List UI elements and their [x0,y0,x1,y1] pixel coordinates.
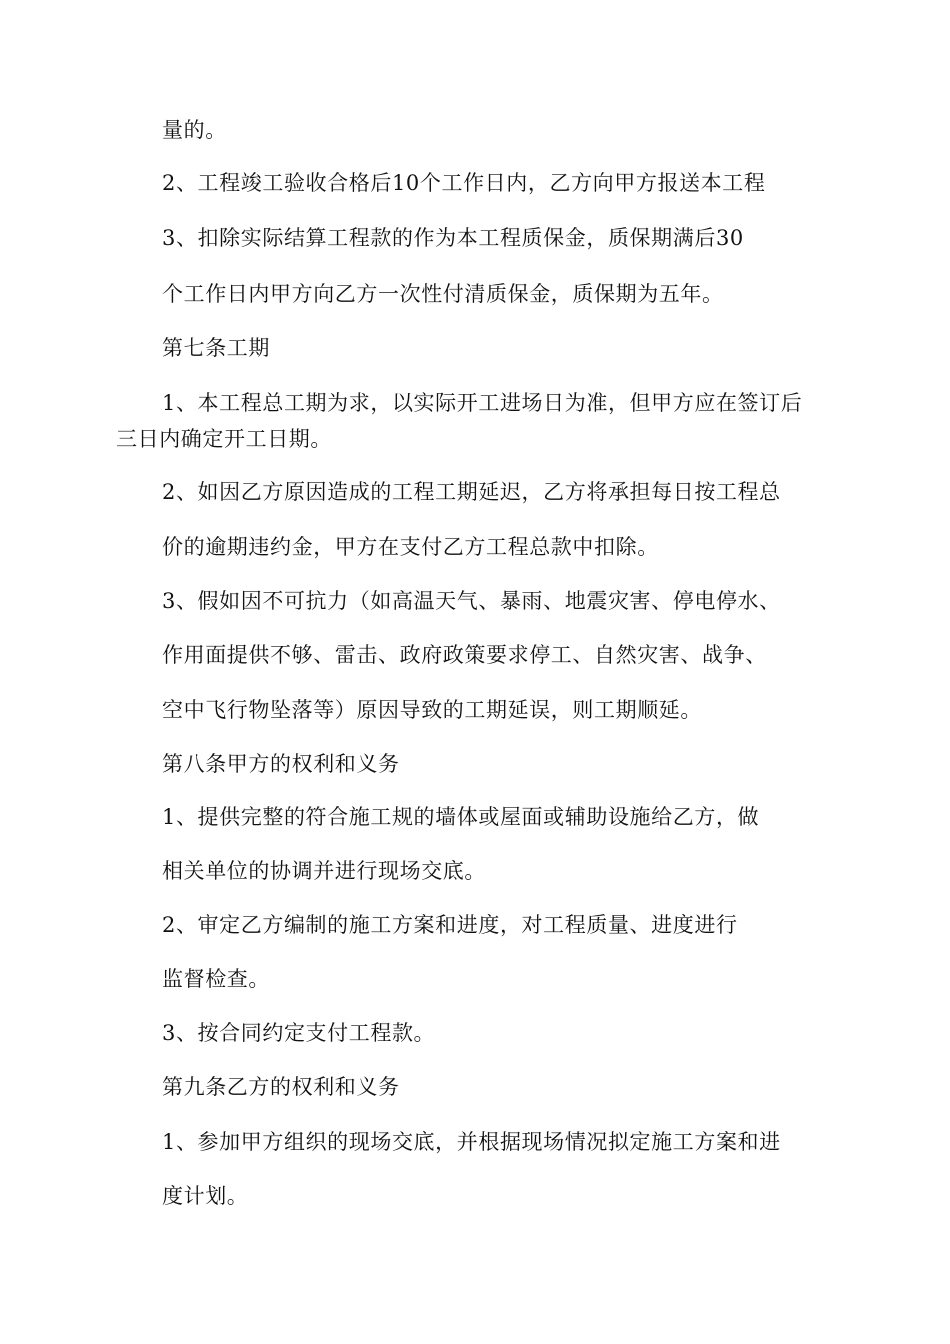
text-line: 量的。 [162,118,227,142]
text-line: 2、如因乙方原因造成的工程工期延迟，乙方将承担每日按工程总 [162,480,781,504]
section-heading: 第七条工期 [162,336,270,360]
text-line: 价的逾期违约金，甲方在支付乙方工程总款中扣除。 [162,535,659,559]
text-line: 相关单位的协调并进行现场交底。 [162,859,486,883]
text-line: 监督检查。 [162,967,270,991]
text-line: 三日内确定开工日期。 [116,427,332,451]
text-line: 2、工程竣工验收合格后10个工作日内，乙方向甲方报送本工程 [162,171,766,195]
text-line: 个工作日内甲方向乙方一次性付清质保金，质保期为五年。 [162,282,724,306]
text-line: 2、审定乙方编制的施工方案和进度，对工程质量、进度进行 [162,913,738,937]
text-line: 度计划。 [162,1184,249,1208]
text-line: 3、扣除实际结算工程款的作为本工程质保金，质保期满后30 [162,226,744,250]
section-heading: 第八条甲方的权利和义务 [162,752,400,776]
section-heading: 第九条乙方的权利和义务 [162,1075,400,1099]
text-line: 作用面提供不够、雷击、政府政策要求停工、自然灾害、战争、 [162,643,767,667]
text-line: 空中飞行物坠落等）原因导致的工期延误，则工期顺延。 [162,698,702,722]
text-line: 3、按合同约定支付工程款。 [162,1021,436,1045]
text-line: 1、本工程总工期为求，以实际开工进场日为准，但甲方应在签订后 [162,391,803,415]
text-line: 1、提供完整的符合施工规的墙体或屋面或辅助设施给乙方，做 [162,805,760,829]
text-line: 3、假如因不可抗力（如高温天气、暴雨、地震灾害、停电停水、 [162,589,781,613]
text-line: 1、参加甲方组织的现场交底，并根据现场情况拟定施工方案和进 [162,1130,781,1154]
